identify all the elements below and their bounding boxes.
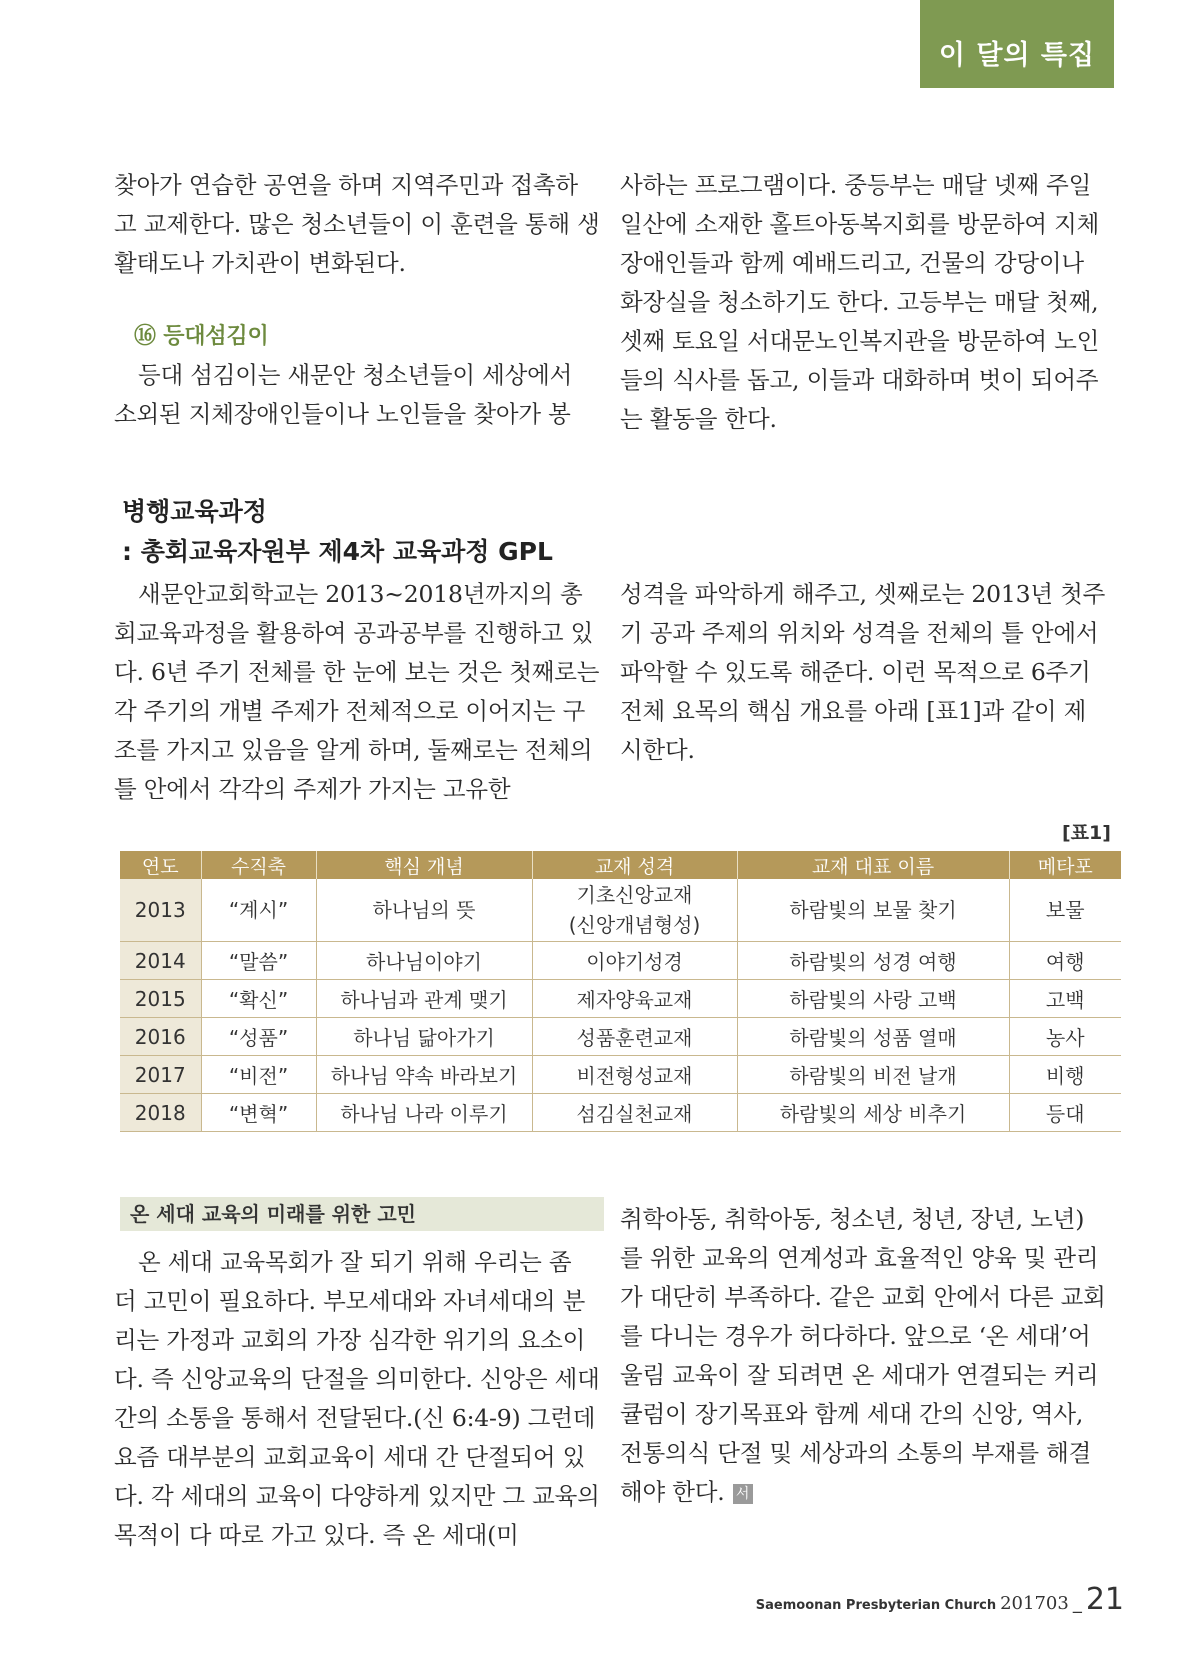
curriculum-table (120, 851, 1121, 1132)
page-footer (756, 1582, 1124, 1617)
table-row (120, 942, 1121, 980)
cell-axis: “비전” (201, 1056, 316, 1094)
table-row (120, 980, 1121, 1018)
cell-metaphor: 등대 (1009, 1094, 1121, 1132)
cell-name: 하람빛의 사랑 고백 (737, 980, 1009, 1018)
end-mark-icon: 서 (733, 1484, 753, 1504)
top-left-column (114, 166, 600, 434)
box-heading: 온 세대 교육의 미래를 위한 고민 (120, 1197, 604, 1231)
cell-nature: 성품훈련교재 (532, 1018, 737, 1056)
footer-church-name: Saemoonan Presbyterian Church (755, 1598, 997, 1613)
cell-concept: 하나님이야기 (316, 942, 532, 980)
bottom-left-column (114, 1243, 600, 1555)
table-row (120, 1018, 1121, 1056)
body-paragraph: 등대 섬김이는 새문안 청소년들이 세상에서 소외된 지체장애인들이나 노인들을 찾아가 봉 (114, 361, 573, 428)
page-number: 21 (1085, 1582, 1124, 1617)
table-label: [표1] (1062, 822, 1111, 844)
header-axis: 수직축 (201, 851, 316, 879)
header-name: 교재 대표 이름 (737, 851, 1009, 879)
cell-nature-line2: (신앙개념형성) (568, 913, 701, 937)
cell-concept: 하나님 닮아가기 (316, 1018, 532, 1056)
bottom-right-column (620, 1200, 1106, 1512)
cell-concept: 하나님 나라 이루기 (316, 1094, 532, 1132)
header-concept: 핵심 개념 (316, 851, 532, 879)
cell-nature (532, 879, 737, 942)
cell-axis: “변혁” (201, 1094, 316, 1132)
cell-year: 2016 (120, 1018, 201, 1056)
cell-concept: 하나님의 뜻 (316, 879, 532, 942)
cell-year: 2017 (120, 1056, 201, 1094)
cell-year: 2014 (120, 942, 201, 980)
cell-concept: 하나님과 관계 맺기 (316, 980, 532, 1018)
cell-axis: “확신” (201, 980, 316, 1018)
paragraph-spacer (114, 283, 600, 317)
footer-separator: _ (1072, 1593, 1082, 1614)
mid-right-column (620, 575, 1106, 770)
header-metaphor: 메타포 (1009, 851, 1121, 879)
cell-metaphor: 비행 (1009, 1056, 1121, 1094)
table-row (120, 1056, 1121, 1094)
section-tab-label: 이 달의 특집 (938, 40, 1096, 71)
cell-name: 하람빛의 보물 찾기 (737, 879, 1009, 942)
footer-issue: 201703 (1000, 1593, 1069, 1614)
cell-name: 하람빛의 비전 날개 (737, 1056, 1009, 1094)
cell-name: 하람빛의 성품 열매 (737, 1018, 1009, 1056)
section-title (122, 492, 553, 572)
cell-metaphor: 농사 (1009, 1018, 1121, 1056)
section-tab (920, 0, 1114, 88)
cell-name: 하람빛의 세상 비추기 (737, 1094, 1009, 1132)
body-text: 취학아동, 취학아동, 청소년, 청년, 장년, 노년)를 위한 교육의 연계성과 효율적인 양육 및 관리가 대단히 부족하다. 같은 교회 안에서 다른 교회를 다니는 경우가 허다하다. 앞으로 ‘온 세대’어울림 교육이 잘 되려면 온 세대가 연결되는 커리큘럼이 장기목표와 함께 세대 간의 신앙, 역사, 전통의식 단절 및 세상과의 소통의 부재를 해결해야 한다. (620, 1205, 1106, 1506)
cell-nature: 섬김실천교재 (532, 1094, 737, 1132)
body-paragraph: 사하는 프로그램이다. 중등부는 매달 넷째 주일 일산에 소재한 홀트아동복지회를 방문하여 지체장애인들과 함께 예배드리고, 건물의 강당이나 화장실을 청소하기도 한다. 고등부는 매달 첫째, 셋째 토요일 서대문노인복지관을 방문하여 노인들의 식사를 돕고, 이들과 대화하며 벗이 되어주는 활동을 한다. (620, 171, 1100, 433)
top-right-column (620, 166, 1106, 439)
body-paragraph: 성격을 파악하게 해주고, 셋째로는 2013년 첫주기 공과 주제의 위치와 성격을 전체의 틀 안에서 파악할 수 있도록 해준다. 이런 목적으로 6주기 전체 요목의 핵심 개요를 아래 [표1]과 같이 제시한다. (620, 580, 1106, 764)
header-year: 연도 (120, 851, 201, 879)
cell-metaphor: 고백 (1009, 980, 1121, 1018)
table-header-row (120, 851, 1121, 879)
header-nature: 교재 성격 (532, 851, 737, 879)
cell-nature: 이야기성경 (532, 942, 737, 980)
cell-metaphor: 여행 (1009, 942, 1121, 980)
cell-nature: 제자양육교재 (532, 980, 737, 1018)
cell-year: 2015 (120, 980, 201, 1018)
cell-year: 2018 (120, 1094, 201, 1132)
cell-nature-line1: 기초신앙교재 (576, 883, 693, 907)
body-paragraph: 새문안교회학교는 2013~2018년까지의 총회교육과정을 활용하여 공과공부를 진행하고 있다. 6년 주기 전체를 한 눈에 보는 것은 첫째로는 각 주기의 개별 주제가 전체적으로 이어지는 구조를 가지고 있음을 알게 하며, 둘째로는 전체의 틀 안에서 각각의 주제가 가지는 고유한 (114, 580, 600, 803)
table-row (120, 1094, 1121, 1132)
cell-axis: “계시” (201, 879, 316, 942)
cell-axis: “성품” (201, 1018, 316, 1056)
body-paragraph (620, 1200, 1106, 1512)
cell-nature: 비전형성교재 (532, 1056, 737, 1094)
body-paragraph: 찾아가 연습한 공연을 하며 지역주민과 접촉하고 교제한다. 많은 청소년들이 이 훈련을 통해 생활태도나 가치관이 변화된다. (114, 171, 600, 277)
body-paragraph: 온 세대 교육목회가 잘 되기 위해 우리는 좀 더 고민이 필요하다. 부모세대와 자녀세대의 분리는 가정과 교회의 가장 심각한 위기의 요소이다. 즉 신앙교육의 단절을 의미한다. 신앙은 세대 간의 소통을 통해서 전달된다.(신 6:4-9) 그런데 요즘 대부분의 교회교육이 세대 간 단절되어 있다. 각 세대의 교육이 다양하게 있지만 그 교육의 목적이 다 따로 가고 있다. 즉 온 세대(미 (114, 1248, 600, 1549)
section-title-line1: 병행교육과정 (122, 497, 267, 526)
subheading: ⑯ 등대섬김이 (134, 324, 269, 349)
cell-name: 하람빛의 성경 여행 (737, 942, 1009, 980)
cell-concept: 하나님 약속 바라보기 (316, 1056, 532, 1094)
section-title-line2: : 총회교육자원부 제4차 교육과정 GPL (122, 537, 553, 566)
cell-axis: “말씀” (201, 942, 316, 980)
cell-metaphor: 보물 (1009, 879, 1121, 942)
cell-year: 2013 (120, 879, 201, 942)
table-row (120, 879, 1121, 942)
mid-left-column (114, 575, 600, 809)
